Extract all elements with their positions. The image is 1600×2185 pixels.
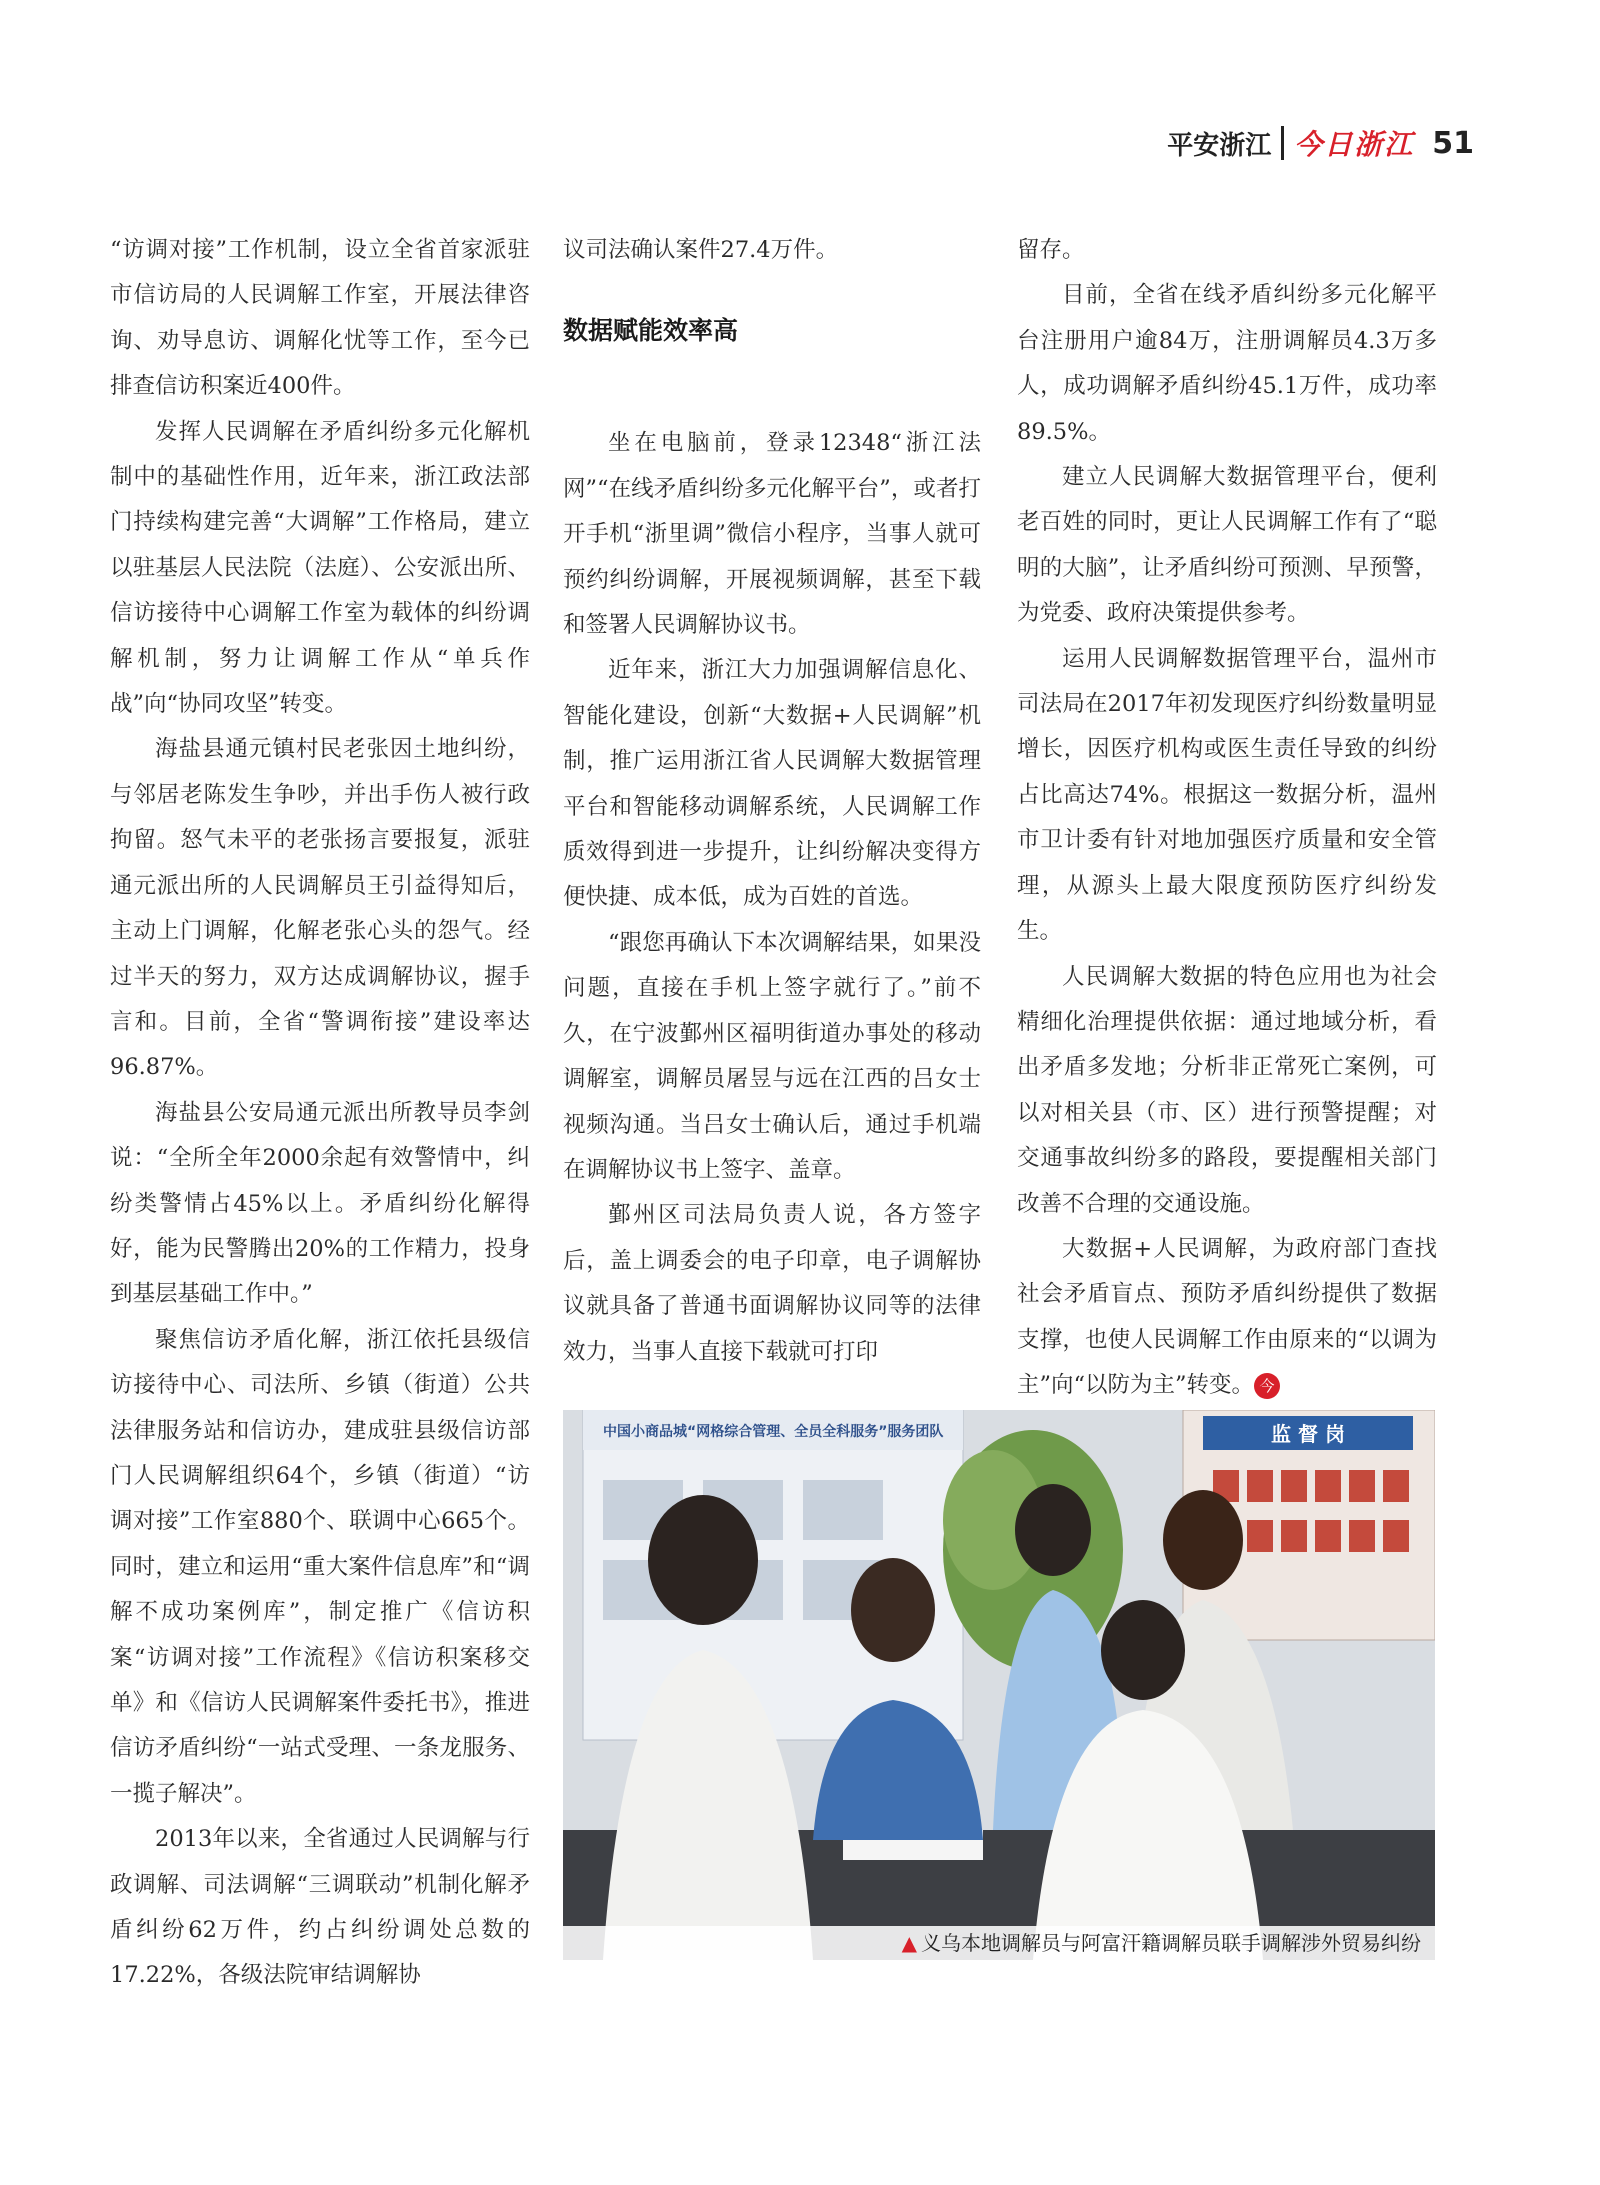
paragraph: 鄞州区司法局负责人说，各方签字后，盖上调委会的电子印章，电子调解协议就具备了普通书面调解协议同等的法律效力，当事人直接下载就可打印 <box>563 1202 981 1365</box>
paragraph: “跟您再确认下本次调解结果，如果没问题，直接在手机上签字就行了。”前不久，在宁波鄞州区福明街道办事处的移动调解室，调解员屠昱与远在江西的吕女士视频沟通。当吕女士确认后，通过手机端在调解协议书上签字、盖章。 <box>563 929 981 1183</box>
section-subheading: 数据赋能效率高 <box>563 316 739 346</box>
article-photo <box>563 1410 1435 1960</box>
paragraph-final <box>1017 1227 1437 1409</box>
magazine-logo: 今日浙江 <box>1294 128 1415 161</box>
paragraph: 运用人民调解数据管理平台，温州市司法局在2017年初发现医疗纠纷数量明显增长，因医疗机构或医生责任导致的纠纷占比高达74%。根据这一数据分析，温州市卫计委有针对地加强医疗质量和安全管理，从源头上最大限度预防医疗纠纷发生。 <box>1017 645 1437 945</box>
paragraph: 议司法确认案件27.4万件。 <box>563 237 839 263</box>
photo-illustration <box>563 1410 1435 1960</box>
paragraph: 人民调解大数据的特色应用也为社会精细化治理提供依据：通过地域分析，看出矛盾多发地；分析非正常死亡案例，可以对相关县（市、区）进行预警提醒；对交通事故纠纷多的路段，要提醒相关部门改善不合理的交通设施。 <box>1017 963 1437 1217</box>
section-name: 平安浙江 <box>1167 130 1272 161</box>
article-end-icon: 今 <box>1254 1373 1280 1399</box>
paragraph: 聚焦信访矛盾化解，浙江依托县级信访接待中心、司法所、乡镇（街道）公共法律服务站和信访办，建成驻县级信访部门人民调解组织64个，乡镇（街道）“访调对接”工作室880个、联调中心665个。同时，建立和运用“重大案件信息库”和“调解不成功案例库”，制定推广《信访积案“访调对接”工作流程》《信访积案移交单》和《信访人民调解案件委托书》，推进信访矛盾纠纷“一站式受理、一条龙服务、一揽子解决”。 <box>110 1326 530 1807</box>
paragraph-text: 大数据+人民调解，为政府部门查找社会矛盾盲点、预防矛盾纠纷提供了数据支撑，也使人民调解工作由原来的“以调为主”向“以防为主”转变。 <box>1017 1235 1437 1399</box>
article-column-2 <box>563 228 981 1375</box>
paragraph: 海盐县通元镇村民老张因土地纠纷，与邻居老陈发生争吵，并出手伤人被行政拘留。怒气未平的老张扬言要报复，派驻通元派出所的人民调解员王引益得知后，主动上门调解，化解老张心头的怨气。经过半天的努力，双方达成调解协议，握手言和。目前，全省“警调衔接”建设率达96.87%。 <box>110 736 530 1081</box>
caption-marker-icon: ▲ <box>901 1931 917 1955</box>
paragraph: 海盐县公安局通元派出所教导员李剑说：“全所全年2000余起有效警情中，纠纷类警情占45%以上。矛盾纠纷化解得好，能为民警腾出20%的工作精力，投身到基层基础工作中。” <box>110 1099 530 1308</box>
paragraph: “访调对接”工作机制，设立全省首家派驻市信访局的人民调解工作室，开展法律咨询、劝导息访、调解化忧等工作，至今已排查信访积案近400件。 <box>110 237 530 400</box>
photo-caption <box>563 1926 1435 1960</box>
paragraph: 坐在电脑前，登录12348“浙江法网”“在线矛盾纠纷多元化解平台”，或者打开手机“浙里调”微信小程序，当事人就可预约纠纷调解，开展视频调解，甚至下载和签署人民调解协议书。 <box>563 430 981 639</box>
board-title: 监 督 岗 <box>1271 1422 1345 1446</box>
paragraph: 发挥人民调解在矛盾纠纷多元化解机制中的基础性作用，近年来，浙江政法部门持续构建完善“大调解”工作格局，建立以驻基层人民法院（法庭）、公安派出所、信访接待中心调解工作室为载体的纠纷调解机制，努力让调解工作从“单兵作战”向“协同攻坚”转变。 <box>110 418 530 718</box>
caption-text: 义乌本地调解员与阿富汗籍调解员联手调解涉外贸易纠纷 <box>921 1931 1421 1955</box>
paragraph: 留存。 <box>1017 237 1085 263</box>
page-header <box>1167 118 1474 168</box>
header-divider <box>1281 126 1284 160</box>
article-column-1 <box>110 228 530 1999</box>
paragraph: 目前，全省在线矛盾纠纷多元化解平台注册用户逾84万，注册调解员4.3万多人，成功调解矛盾纠纷45.1万件，成功率89.5%。 <box>1017 282 1437 445</box>
paragraph: 2013年以来，全省通过人民调解与行政调解、司法调解“三调联动”机制化解矛盾纠纷62万件，约占纠纷调处总数的17.22%，各级法院审结调解协 <box>110 1826 530 1989</box>
page-number: 51 <box>1432 125 1474 161</box>
article-column-3 <box>1017 228 1437 1409</box>
paragraph: 近年来，浙江大力加强调解信息化、智能化建设，创新“大数据+人民调解”机制，推广运用浙江省人民调解大数据管理平台和智能移动调解系统，人民调解工作质效得到进一步提升，让纠纷解决变得方便快捷、成本低，成为百姓的首选。 <box>563 657 981 911</box>
banner-text: 中国小商品城“网格综合管理、全员全科服务”服务团队 <box>603 1424 944 1440</box>
paragraph: 建立人民调解大数据管理平台，便利老百姓的同时，更让人民调解工作有了“聪明的大脑”，让矛盾纠纷可预测、早预警，为党委、政府决策提供参考。 <box>1017 464 1437 627</box>
